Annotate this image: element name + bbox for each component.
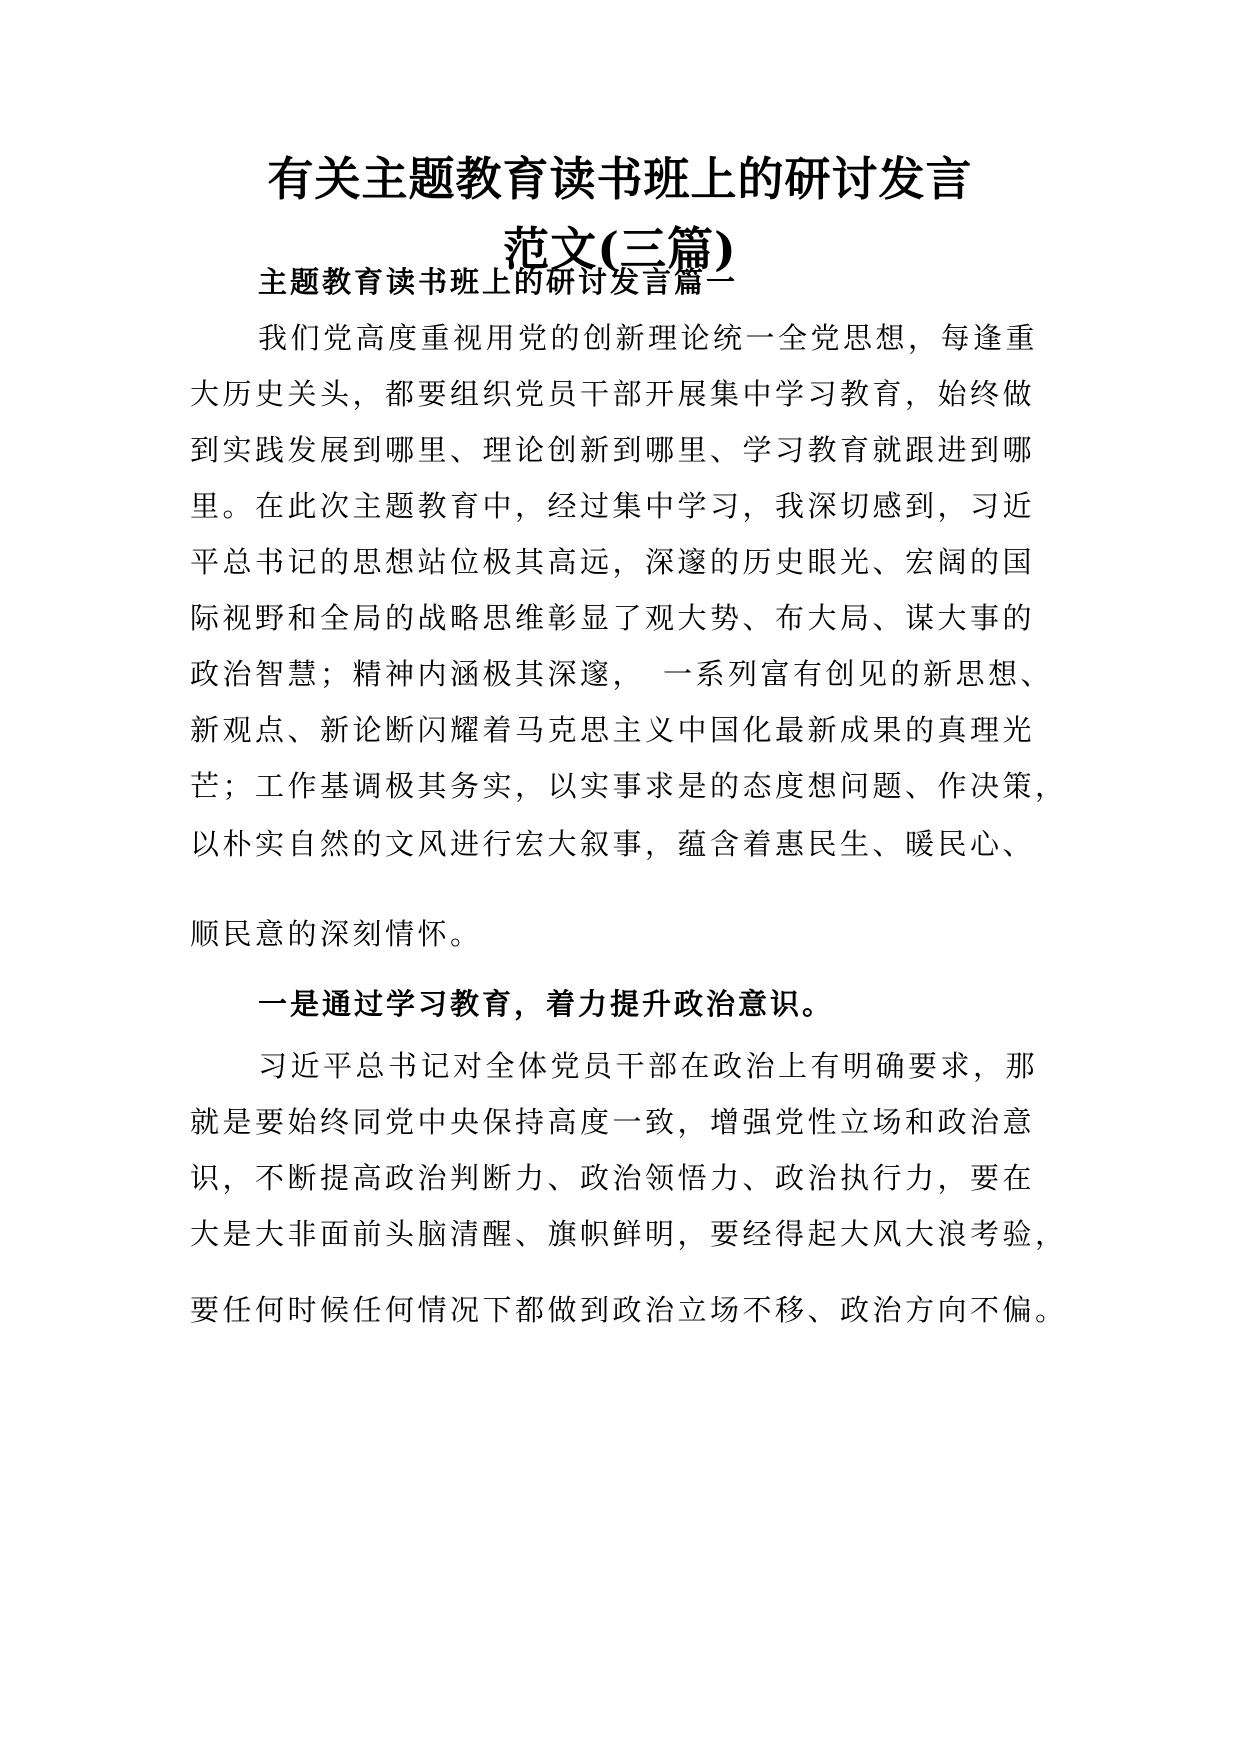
paragraph-line: 际视野和全局的战略思维彰显了观大势、布大局、谋大事的	[190, 601, 1036, 635]
section-2-heading: 一是通过学习教育，着力提升政治意识。	[258, 987, 835, 1021]
document-title-line-2: 范文(三篇)	[503, 222, 737, 276]
paragraph-line: 芒；工作基调极其务实，以实事求是的态度想问题、作决策，	[190, 769, 1068, 803]
paragraph-line: 我们党高度重视用党的创新理论统一全党思想，每逢重	[258, 321, 1039, 355]
paragraph-line: 就是要始终同党中央保持高度一致，增强党性立场和政治意	[190, 1105, 1036, 1139]
paragraph-line: 以朴实自然的文风进行宏大叙事，蕴含着惠民生、暖民心、	[190, 827, 1036, 861]
paragraph-line: 新观点、新论断闪耀着马克思主义中国化最新成果的真理光	[190, 713, 1036, 747]
document-title-line-1: 有关主题教育读书班上的研讨发言	[267, 152, 973, 206]
paragraph-line: 平总书记的思想站位极其高远，深邃的历史眼光、宏阔的国	[190, 545, 1036, 579]
paragraph-line: 要任何时候任何情况下都做到政治立场不移、政治方向不偏。	[190, 1293, 1068, 1327]
paragraph-line: 大是大非面前头脑清醒、旗帜鲜明，要经得起大风大浪考验，	[190, 1217, 1068, 1251]
paragraph-line: 习近平总书记对全体党员干部在政治上有明确要求，那	[258, 1049, 1039, 1083]
paragraph-line: 里。在此次主题教育中，经过集中学习，我深切感到，习近	[190, 489, 1036, 523]
section-1-heading: 主题教育读书班上的研讨发言篇一	[258, 265, 739, 299]
paragraph-line: 到实践发展到哪里、理论创新到哪里、学习教育就跟进到哪	[190, 433, 1036, 467]
paragraph-line: 识，不断提高政治判断力、政治领悟力、政治执行力，要在	[190, 1161, 1036, 1195]
paragraph-line: 大历史关头，都要组织党员干部开展集中学习教育，始终做	[190, 377, 1036, 411]
paragraph-line: 顺民意的深刻情怀。	[190, 917, 483, 951]
paragraph-line: 政治智慧；精神内涵极其深邃， 一系列富有创见的新思想、	[190, 657, 1054, 691]
